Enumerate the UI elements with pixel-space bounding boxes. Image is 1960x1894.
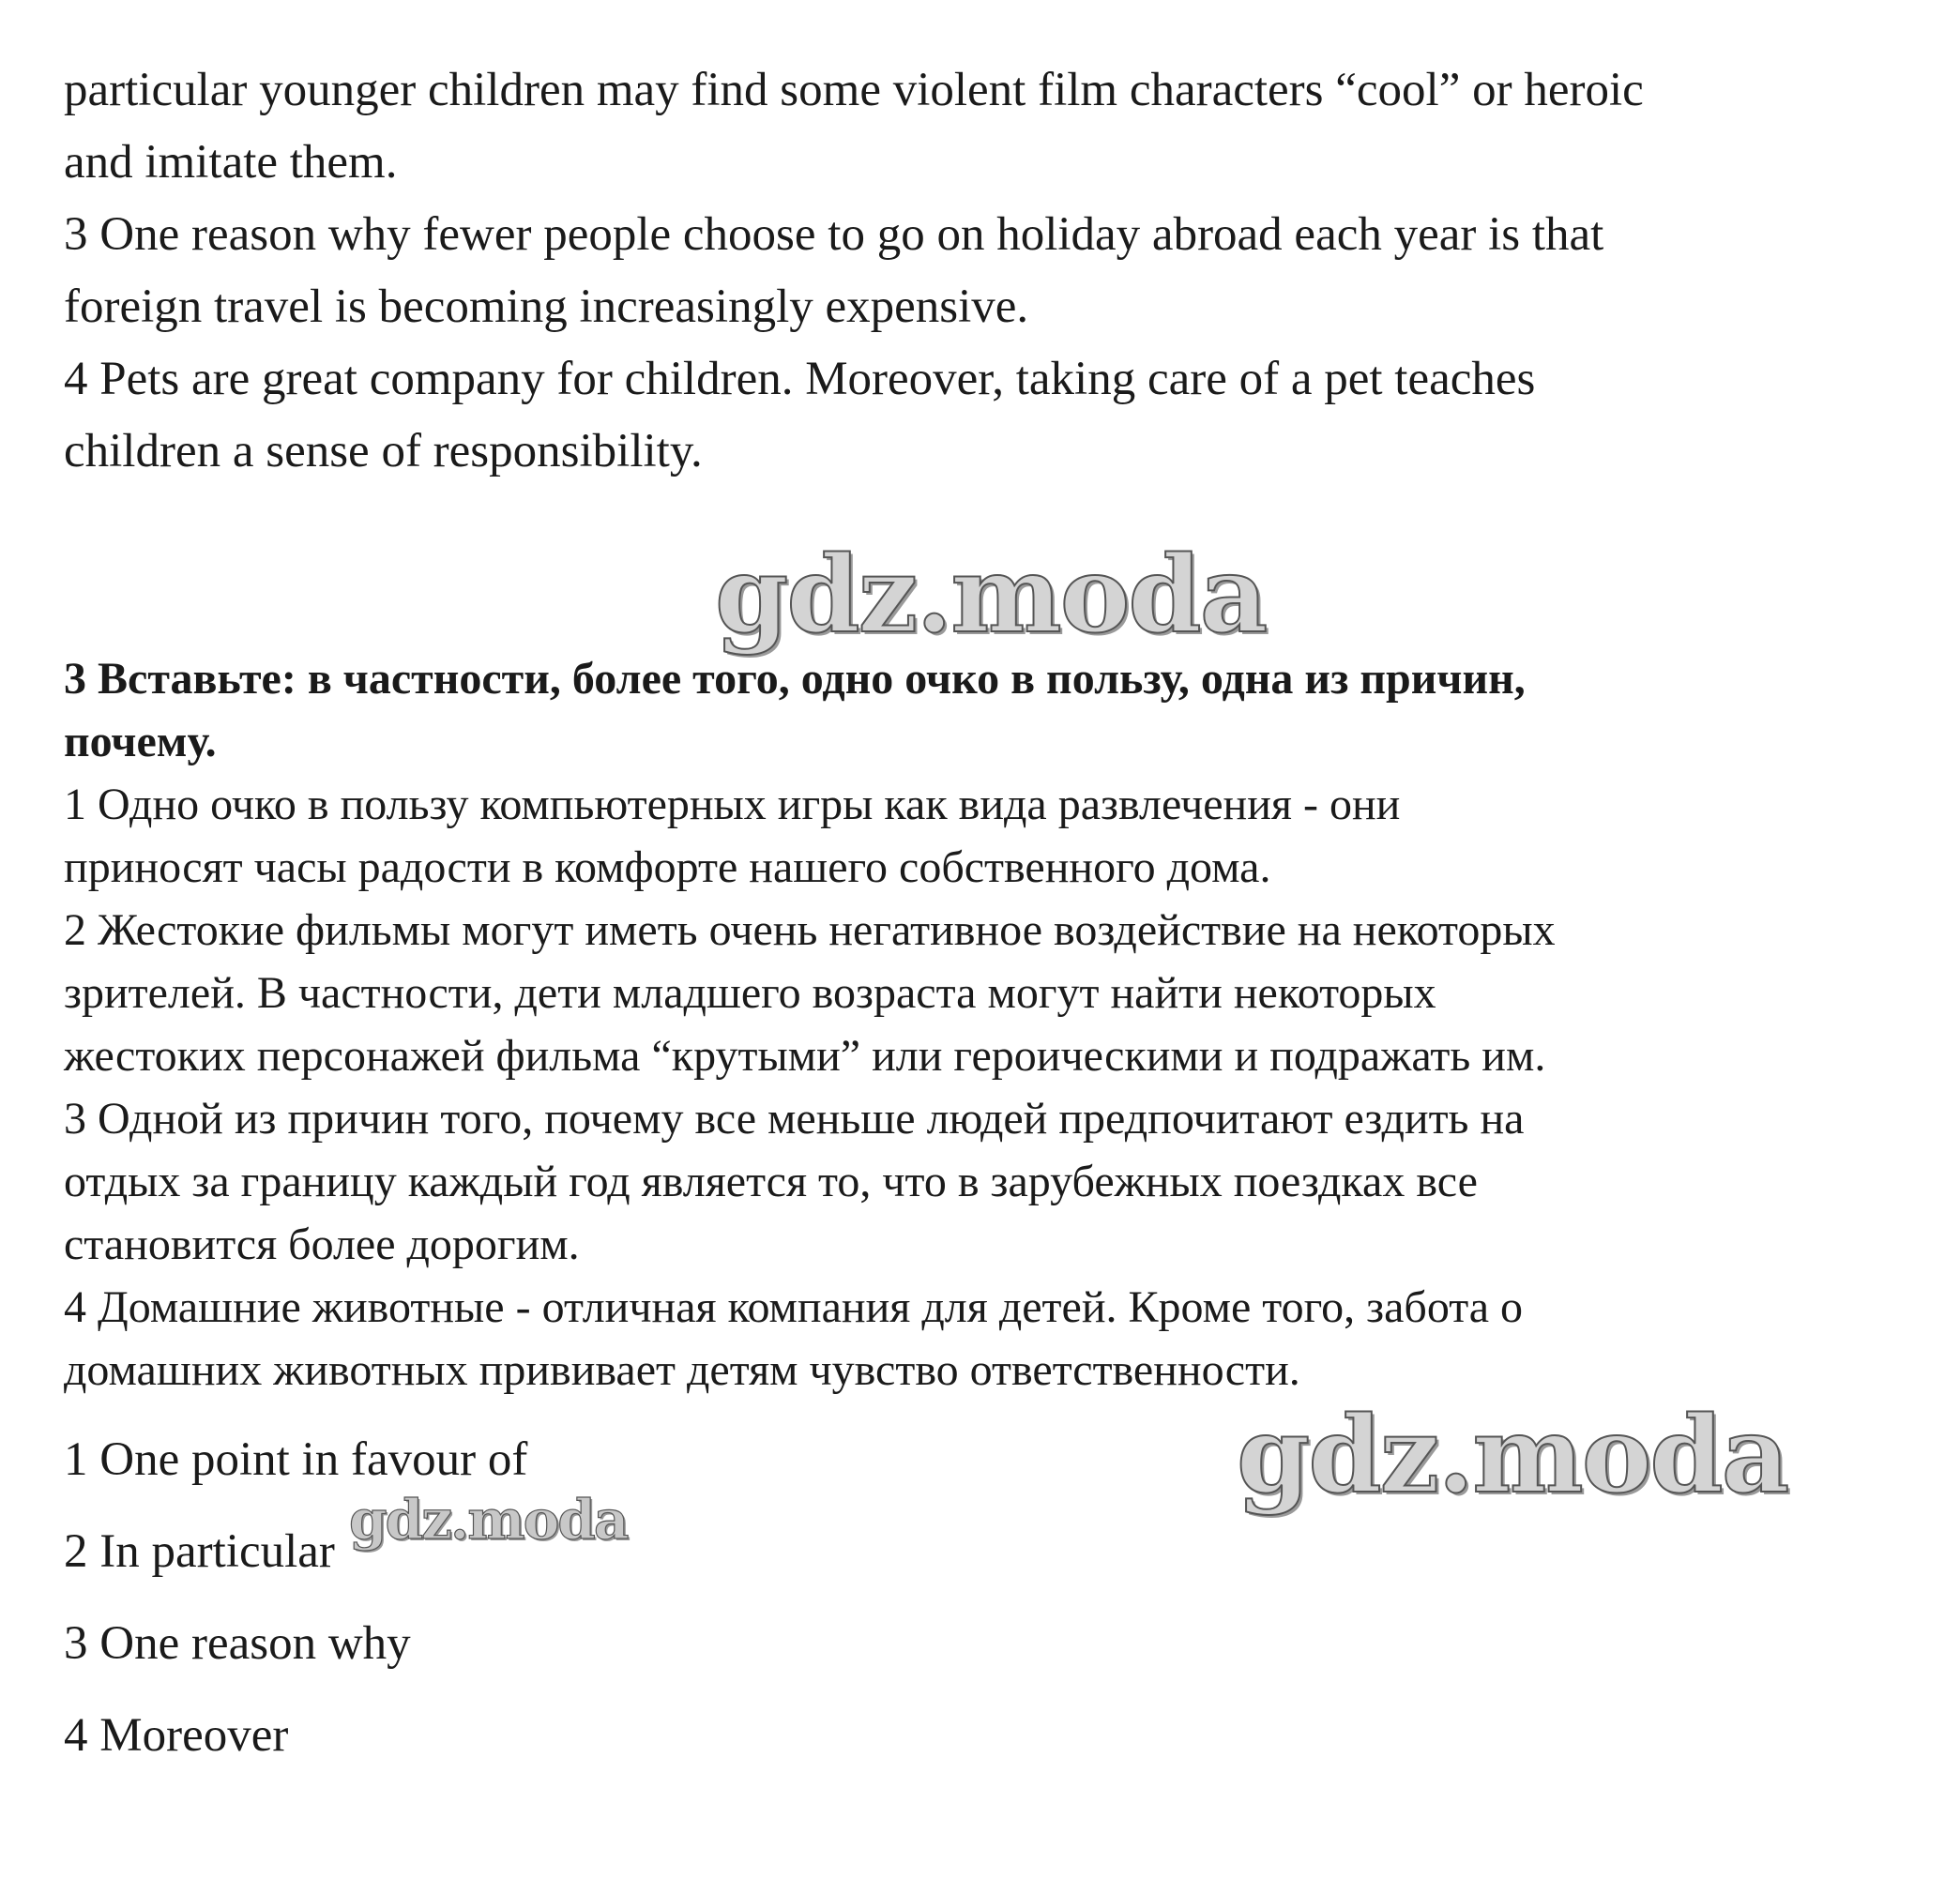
russian-paragraph bbox=[64, 773, 1556, 1402]
text-line: 3 Одной из причин того, почему все меньше людей предпочитают ездить на bbox=[64, 1094, 1525, 1144]
text-line: particular younger children may find some violent film characters “cool” or heroic bbox=[64, 64, 1644, 116]
answer-item: 2 In particular bbox=[64, 1525, 335, 1578]
answer-list bbox=[64, 1414, 527, 1781]
text-line: 3 One reason why fewer people choose to go on holiday abroad each year is that bbox=[64, 208, 1604, 261]
watermark: gdz.moda bbox=[715, 534, 1267, 657]
text-line: and imitate them. bbox=[64, 136, 398, 189]
watermark: gdz.moda bbox=[349, 1488, 628, 1552]
text-line: 4 Pets are great company for children. Moreover, taking care of a pet teaches bbox=[64, 353, 1536, 405]
answer-item: 4 Moreover bbox=[64, 1709, 289, 1762]
text-line: 4 Домашние животные - отличная компания для детей. Кроме того, забота о bbox=[64, 1282, 1524, 1332]
watermark: gdz.moda bbox=[1237, 1394, 1788, 1517]
text-line: зрителей. В частности, дети младшего возраста могут найти некоторых bbox=[64, 968, 1436, 1018]
english-paragraph bbox=[64, 54, 1644, 488]
task-heading-line: почему. bbox=[64, 717, 217, 766]
text-line: жестоких персонажей фильма “крутыми” или героическими и подражать им. bbox=[64, 1031, 1546, 1081]
task-heading bbox=[64, 647, 1526, 773]
answer-item: 3 One reason why bbox=[64, 1617, 411, 1670]
text-line: становится более дорогим. bbox=[64, 1220, 580, 1269]
text-line: отдых за границу каждый год является то, что в зарубежных поездках все bbox=[64, 1157, 1478, 1206]
text-line: приносят часы радости в комфорте нашего собственного дома. bbox=[64, 842, 1271, 892]
text-line: foreign travel is becoming increasingly expensive. bbox=[64, 280, 1029, 333]
text-line: children a sense of responsibility. bbox=[64, 425, 703, 477]
task-heading-line: 3 Вставьте: в частности, более того, одно очко в пользу, одна из причин, bbox=[64, 654, 1526, 704]
text-line: домашних животных прививает детям чувство ответственности. bbox=[64, 1345, 1300, 1395]
text-line: 1 Одно очко в пользу компьютерных игры как вида развлечения - они bbox=[64, 780, 1401, 829]
text-line: 2 Жестокие фильмы могут иметь очень негативное воздействие на некоторых bbox=[64, 905, 1556, 955]
answer-item: 1 One point in favour of bbox=[64, 1433, 528, 1486]
